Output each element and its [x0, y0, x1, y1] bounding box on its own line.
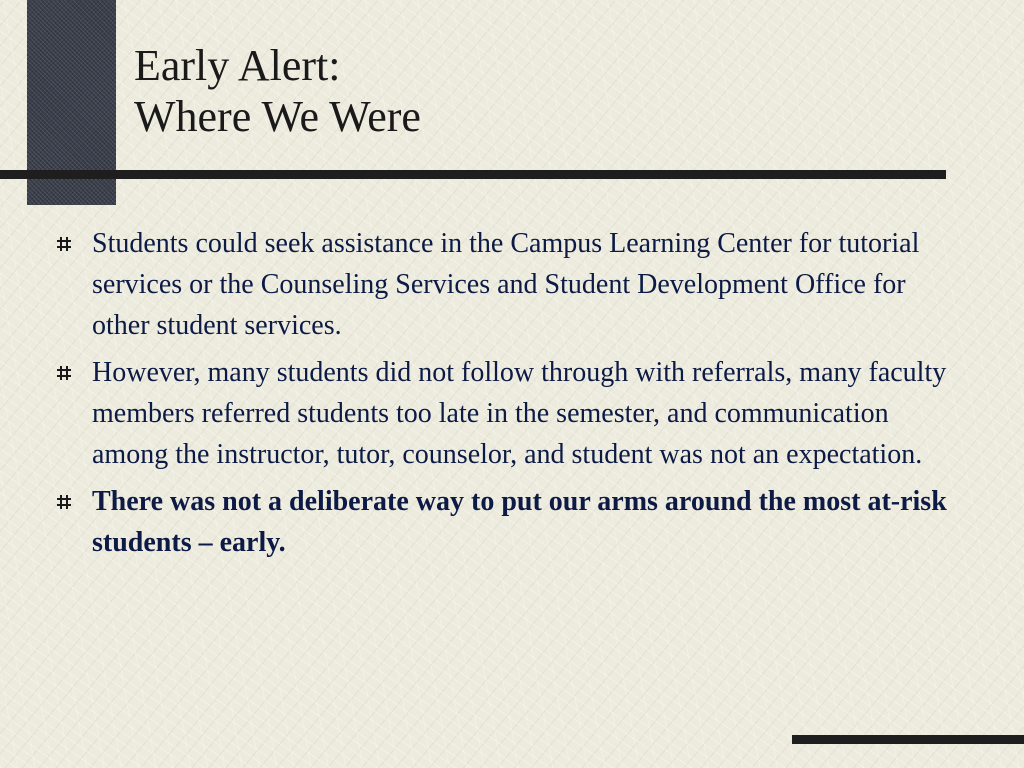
bullet-list: [56, 223, 961, 569]
slide-title-line-2: Where We Were: [134, 92, 421, 141]
slide-title: [134, 40, 421, 142]
hash-bullet-icon: [56, 494, 72, 510]
bullet-item-2: [56, 352, 961, 475]
bullet-text-3: There was not a deliberate way to put our arms around the most at-risk students – early.: [92, 486, 947, 558]
bullet-item-1: [56, 223, 961, 346]
title-divider-rule: [0, 170, 946, 179]
footer-divider-rule: [792, 735, 1024, 744]
slide-title-line-1: Early Alert:: [134, 41, 341, 90]
bullet-text-2: However, many students did not follow through with referrals, many faculty members referred students too late in the semester, and communication among the instructor, tutor, counselor, and student was not an expectation.: [92, 357, 947, 470]
bullet-text-1: Students could seek assistance in the Campus Learning Center for tutorial services or the Counseling Services and Student Development Office for other student services.: [92, 228, 920, 341]
hash-bullet-icon: [56, 365, 72, 381]
bullet-item-3: [56, 481, 961, 563]
hash-bullet-icon: [56, 236, 72, 252]
